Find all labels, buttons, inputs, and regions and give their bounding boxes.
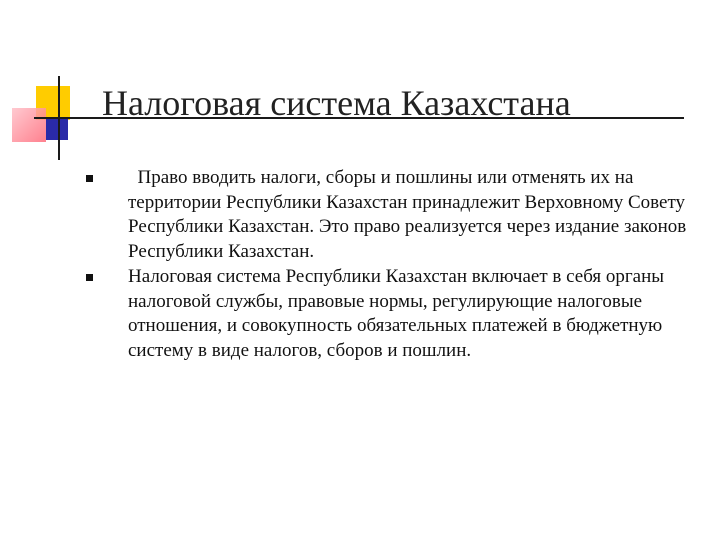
slide-title: Налоговая система Казахстана <box>102 83 571 123</box>
pink-square-decoration <box>12 108 46 142</box>
bullet-text: Право вводить налоги, сборы и пошлины или отменять их на территории Республики Казахстан принадлежит Верховному Совету Республики Казахстан. Это право реализуется через издание законов Республики Казахстан. <box>128 167 692 262</box>
bullet-item <box>86 265 696 363</box>
corner-decoration <box>0 0 110 170</box>
bullet-item <box>86 166 696 264</box>
bullet-square-icon <box>86 175 93 182</box>
blue-square-decoration <box>46 118 68 140</box>
bullet-list <box>86 166 696 363</box>
bullet-text: Налоговая система Республики Казахстан включает в себя органы налоговой службы, правовые нормы, регулирующие налоговые отношения, и совокупность обязательных платежей в бюджетную систему в виде налогов, сборов и пошлин. <box>128 266 665 361</box>
bullet-square-icon <box>86 274 93 281</box>
